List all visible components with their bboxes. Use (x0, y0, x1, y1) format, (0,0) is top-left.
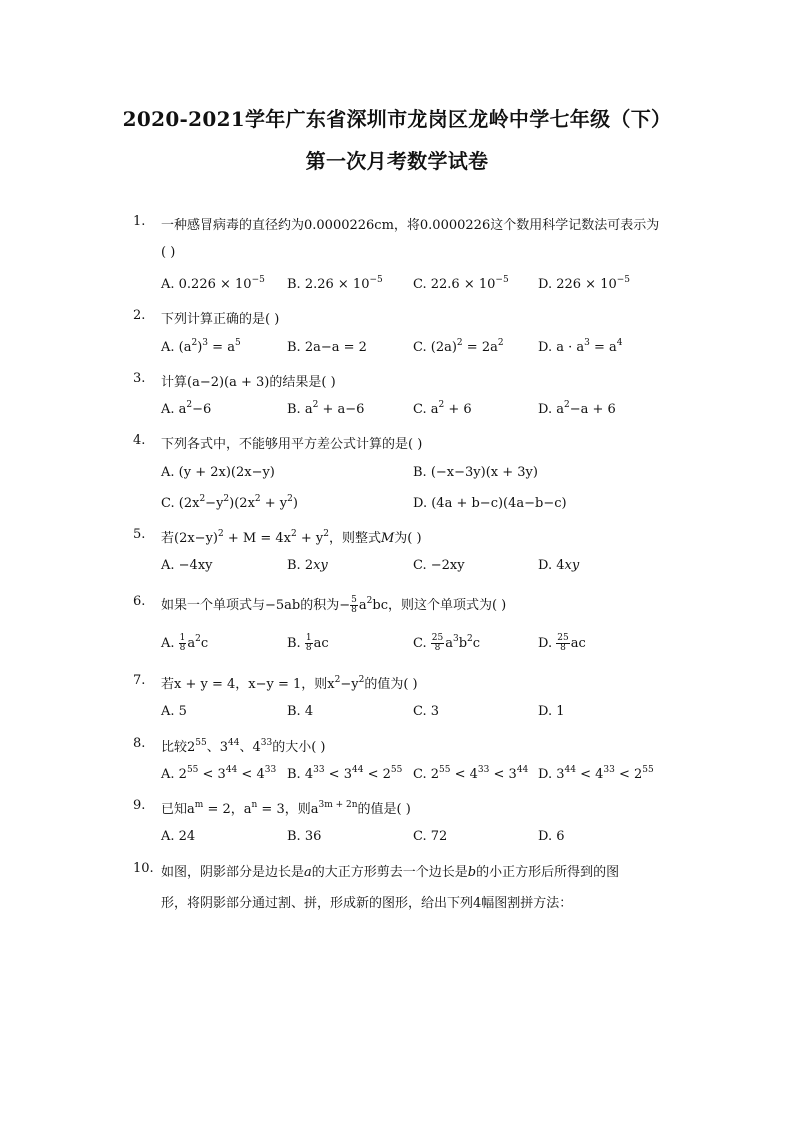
question-3-option-a[interactable]: A. $a^2-6$ (161, 400, 212, 417)
question-1-option-a[interactable]: A. $0.226 \times 10^{-5}$ (161, 275, 265, 292)
paper-title-line2: 第一次月考数学试卷 (305, 149, 489, 173)
question-number: 2. (133, 308, 146, 323)
question-6-option-a[interactable]: A. $\frac{1}{8}$ $a^2c$ (161, 633, 209, 653)
question-9-option-a[interactable]: A. 24 (161, 829, 196, 844)
question-text: 计算(a−2)(a + 3)的结果是( ) (161, 375, 336, 390)
question-text: 一种感冒病毒的直径约为0.0000226cm，将0.0000226这个数用科学记数法可表示为 (161, 218, 660, 233)
question-4-option-d[interactable]: D. (4a + b−c)(4a−b−c) (413, 496, 567, 511)
question-text: 若$(2x-y)^2 + M = 4x^2 + y^2$，则整式M为( ) (161, 529, 422, 546)
question-8-option-c[interactable]: C. $2^{55} < 4^{33} < 3^{44}$ (413, 765, 529, 782)
question-1-option-b[interactable]: B. $2.26 \times 10^{-5}$ (287, 275, 383, 292)
question-text: 如图，阴影部分是边长是a的大正方形剪去一个边长是b的小正方形后所得到的图 (161, 865, 620, 880)
question-number: 5. (133, 527, 146, 542)
question-number: 10. (133, 861, 154, 876)
question-9-option-b[interactable]: B. 36 (287, 829, 322, 844)
question-7-option-a[interactable]: A. 5 (161, 704, 187, 719)
question-7-option-d[interactable]: D. 1 (538, 704, 565, 719)
question-6-option-b[interactable]: B. $\frac{1}{8}$ ac (287, 633, 329, 653)
question-5-option-b[interactable]: B. 2xy (287, 558, 328, 573)
question-text: 已知$a^m = 2$，$a^n = 3$，则$a^{3m + 2n}$的值是( ) (161, 800, 411, 817)
paper-title-line1: 2020-2021学年广东省深圳市龙岗区龙岭中学七年级（下） (122, 107, 672, 131)
question-text: 比较$2^{55}$、$3^{44}$、$4^{33}$的大小( ) (161, 738, 326, 755)
question-number: 4. (133, 433, 146, 448)
question-text: 若x + y = 4，x−y = 1，则$x^2-y^2$的值为( ) (161, 675, 418, 692)
question-number: 1. (133, 214, 146, 229)
question-9-option-c[interactable]: C. 72 (413, 829, 448, 844)
question-4-option-a[interactable]: A. (y + 2x)(2x−y) (161, 465, 275, 480)
question-4-option-b[interactable]: B. (−x−3y)(x + 3y) (413, 465, 538, 480)
question-number: 8. (133, 736, 146, 751)
question-text-cont: 形，将阴影部分通过割、拼，形成新的图形，给出下列4幅图割拼方法： (161, 896, 573, 911)
question-4-option-c[interactable]: C. $(2x^2-y^2)(2x^2 + y^2)$ (161, 494, 298, 511)
question-3-option-d[interactable]: D. $a^2-a + 6$ (538, 400, 616, 417)
question-1-option-c[interactable]: C. $22.6 \times 10^{-5}$ (413, 275, 509, 292)
fraction: $\frac{5}{8}$ (351, 595, 357, 615)
question-5-option-c[interactable]: C. −2xy (413, 558, 465, 573)
question-2-option-d[interactable]: D. $a \cdot a^3 = a^4$ (538, 338, 623, 355)
question-6-option-c[interactable]: C. $\frac{25}{8}$ $a^3b^2c$ (413, 633, 481, 653)
question-1-option-d[interactable]: D. $226 \times 10^{-5}$ (538, 275, 631, 292)
question-7-option-c[interactable]: C. 3 (413, 704, 440, 719)
question-3-option-c[interactable]: C. $a^2 + 6$ (413, 400, 472, 417)
question-text: 下列计算正确的是( ) (161, 312, 280, 327)
question-7-option-b[interactable]: B. 4 (287, 704, 314, 719)
question-8-option-d[interactable]: D. $3^{44} < 4^{33} < 2^{55}$ (538, 765, 654, 782)
question-2-option-a[interactable]: A. $(a^2)^3 = a^5$ (161, 338, 241, 355)
question-8-option-b[interactable]: B. $4^{33} < 3^{44} < 2^{55}$ (287, 765, 403, 782)
question-number: 7. (133, 673, 146, 688)
question-number: 9. (133, 798, 146, 813)
question-3-option-b[interactable]: B. $a^2 + a-6$ (287, 400, 365, 417)
question-5-option-d[interactable]: D. 4xy (538, 558, 580, 573)
question-9-option-d[interactable]: D. 6 (538, 829, 565, 844)
question-text: 下列各式中，不能够用平方差公式计算的是( ) (161, 437, 423, 452)
question-text-cont: ( ) (161, 245, 176, 260)
question-number: 6. (133, 594, 146, 609)
question-2-option-c[interactable]: C. $(2a)^2 = 2a^2$ (413, 338, 504, 355)
question-6-option-d[interactable]: D. $\frac{25}{8}$ ac (538, 633, 586, 653)
question-text: 如果一个单项式与−5ab的积为− $\frac{5}{8}$ $a^2bc$，则这个单项式为( ) (161, 595, 507, 615)
question-2-option-b[interactable]: B. 2a−a = 2 (287, 340, 367, 355)
question-number: 3. (133, 371, 146, 386)
question-5-option-a[interactable]: A. −4xy (161, 558, 213, 573)
question-8-option-a[interactable]: A. $2^{55} < 3^{44} < 4^{33}$ (161, 765, 277, 782)
